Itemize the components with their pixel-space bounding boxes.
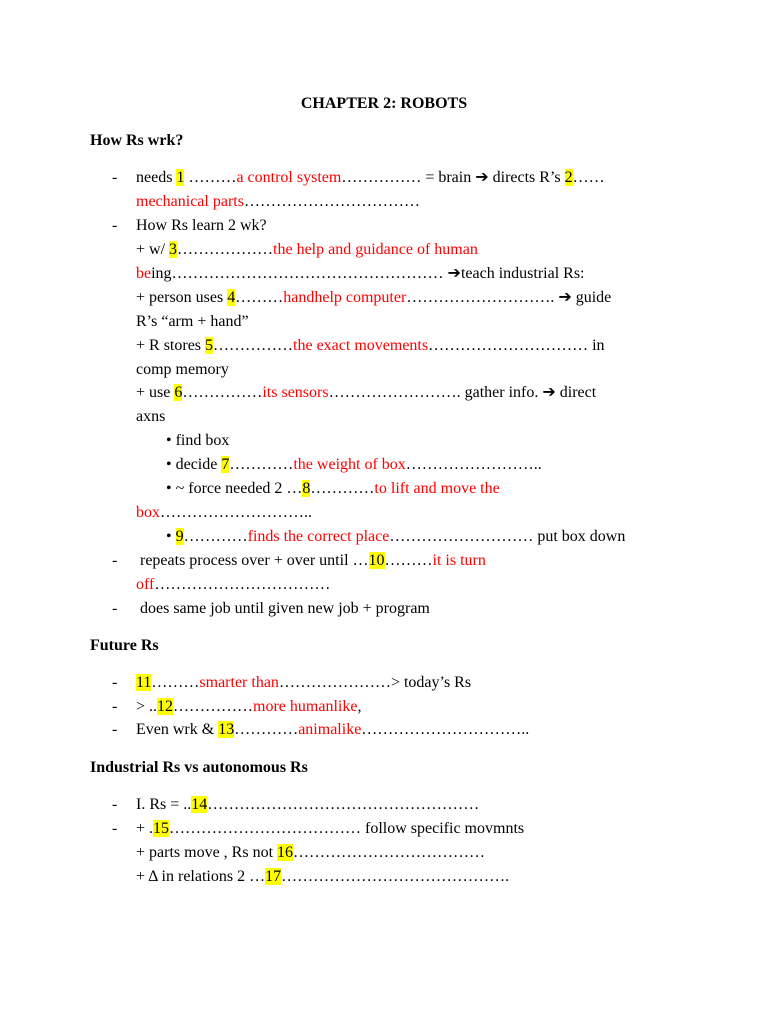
text-segment: ………………………. ➔ guide	[406, 289, 612, 306]
text-segment: ……	[572, 169, 605, 186]
heading-how-rs-wrk	[90, 131, 183, 151]
text-segment: ………………	[177, 241, 274, 258]
blank-number: 13	[218, 721, 235, 738]
text-segment: + R stores	[136, 337, 206, 354]
blank-number: 14	[191, 796, 208, 813]
bullet-dash	[112, 720, 117, 740]
text-segment: + .	[136, 820, 154, 837]
blank-number: 12	[157, 698, 174, 715]
line-w-3	[136, 240, 478, 260]
text-segment: + Δ in relations 2 …	[136, 868, 266, 885]
text-segment: …………	[310, 480, 375, 497]
blank-number: 10	[368, 552, 385, 569]
line-animalike	[136, 720, 529, 740]
line-repeats	[140, 551, 486, 571]
text-segment: -	[112, 600, 118, 617]
bullet-dash	[112, 697, 117, 717]
line-how-rs-learn	[136, 216, 267, 236]
line-smarter	[136, 673, 471, 693]
line-parts-move	[136, 843, 485, 863]
answer-text: handhelp computer	[283, 289, 407, 306]
text-segment: Even wrk &	[136, 721, 219, 738]
text-segment: -	[112, 552, 118, 569]
answer-text: off	[136, 576, 155, 593]
bullet-dash	[112, 551, 117, 571]
text-segment: ……………………. gather info. ➔ direct	[328, 384, 597, 401]
answer-text: box	[136, 504, 160, 521]
blank-number: 16	[277, 844, 294, 861]
answer-text: its sensors	[262, 384, 329, 401]
answer-text: a control system	[236, 169, 342, 186]
text-segment: + w/	[136, 241, 170, 258]
line-finds-place	[166, 527, 625, 547]
text-segment: Future Rs	[90, 637, 159, 654]
text-segment: -	[112, 217, 118, 234]
line-needs	[136, 168, 605, 188]
heading-future-rs	[90, 636, 159, 656]
text-segment: R’s “arm + hand”	[136, 313, 249, 330]
line-force-needed	[166, 479, 500, 499]
text-segment: …………	[234, 721, 299, 738]
answer-text: the weight of box	[293, 456, 406, 473]
text-segment: Industrial Rs vs autonomous Rs	[90, 759, 308, 776]
text-segment: ………………………………	[293, 844, 486, 861]
text-segment: -	[112, 721, 118, 738]
text-segment: …………… = brain ➔ directs R’s	[341, 169, 565, 186]
line-person-uses	[136, 288, 611, 308]
blank-number: 6	[174, 384, 183, 401]
line-being	[136, 264, 585, 284]
line-off	[136, 575, 330, 595]
text-segment: ……………	[173, 698, 254, 715]
answer-text: smarter than	[199, 674, 279, 691]
text-segment: …………………………………….	[281, 868, 510, 885]
blank-number: 2	[564, 169, 573, 186]
text-segment: ……………………………………………	[207, 796, 480, 813]
text-segment: ………………………… in	[428, 337, 605, 354]
text-segment: -	[112, 169, 118, 186]
bullet-dash	[112, 599, 117, 619]
text-segment: ……………………..	[405, 456, 542, 473]
blank-number: 17	[265, 868, 282, 885]
text-segment: ………	[151, 674, 200, 691]
blank-number: 1	[176, 169, 185, 186]
text-segment: How Rs wrk?	[90, 132, 184, 149]
answer-text: the exact movements	[293, 337, 429, 354]
text-segment: does same job until given new job + program	[140, 600, 430, 617]
text-segment: • decide	[166, 456, 222, 473]
line-axns	[136, 407, 165, 427]
text-segment: ……………	[213, 337, 294, 354]
text-segment: axns	[136, 408, 166, 425]
line-humanlike	[136, 697, 361, 717]
text-segment: …………………> today’s Rs	[278, 674, 472, 691]
chapter-title: CHAPTER 2: ROBOTS	[300, 95, 468, 112]
blank-number: 5	[205, 337, 214, 354]
text-segment: ……………………… put box down	[389, 528, 626, 545]
text-segment: ……………………………	[243, 193, 420, 210]
text-segment: •	[166, 528, 176, 545]
answer-text: to lift and move the	[374, 480, 500, 497]
blank-number: 8	[302, 480, 311, 497]
text-segment: ………	[235, 289, 284, 306]
answer-text: the help and guidance of human	[273, 241, 478, 258]
text-segment: …………………………..	[361, 721, 530, 738]
line-15	[136, 819, 524, 839]
text-segment: -	[112, 698, 118, 715]
line-mechanical-parts	[136, 192, 420, 212]
text-segment: + person uses	[136, 289, 228, 306]
answer-text: be	[136, 265, 152, 282]
text-segment: …………	[229, 456, 294, 473]
blank-number: 9	[175, 528, 184, 545]
text-segment: needs	[136, 169, 177, 186]
line-decide	[166, 455, 542, 475]
bullet-dash	[112, 819, 117, 839]
text-segment: > ..	[136, 698, 158, 715]
line-box	[136, 503, 312, 523]
answer-text: it is turn	[432, 552, 486, 569]
blank-number: 11	[136, 674, 152, 691]
text-segment: …………	[183, 528, 248, 545]
text-segment: -	[112, 796, 118, 813]
bullet-dash	[112, 168, 117, 188]
line-use-6	[136, 383, 596, 403]
line-i-rs	[136, 795, 479, 815]
bullet-dash	[112, 673, 117, 693]
text-segment: ……………………………	[154, 576, 331, 593]
bullet-dash	[112, 795, 117, 815]
line-arm-hand	[136, 312, 249, 332]
answer-text: mechanical parts	[136, 193, 244, 210]
text-segment: -	[112, 820, 118, 837]
line-same-job	[140, 599, 430, 619]
answer-text: finds the correct place	[247, 528, 390, 545]
answer-text: animalike	[298, 721, 362, 738]
line-comp-memory	[136, 360, 229, 380]
text-segment: ing…………………………………………… ➔teach industrial Rs:	[151, 265, 585, 282]
text-segment: ………	[384, 552, 433, 569]
line-r-stores	[136, 336, 605, 356]
blank-number: 4	[227, 289, 236, 306]
text-segment: + use	[136, 384, 175, 401]
text-segment: How Rs learn 2 wk?	[136, 217, 267, 234]
text-segment: ………	[184, 169, 237, 186]
text-segment: repeats process over + over until …	[140, 552, 369, 569]
blank-number: 3	[169, 241, 178, 258]
text-segment: + parts move , Rs not	[136, 844, 278, 861]
blank-number: 15	[153, 820, 170, 837]
bullet-dash	[112, 216, 117, 236]
line-relations	[136, 867, 509, 887]
text-segment: • find box	[166, 432, 230, 449]
text-segment: -	[112, 674, 118, 691]
text-segment: I. Rs = ..	[136, 796, 192, 813]
text-segment: ………………………..	[160, 504, 312, 521]
text-segment: • ~ force needed 2 …	[166, 480, 303, 497]
text-segment: comp memory	[136, 361, 229, 378]
line-find-box	[166, 431, 229, 451]
blank-number: 7	[221, 456, 230, 473]
answer-text: more humanlike	[253, 698, 358, 715]
text-segment: ……………………………… follow specific movmnts	[169, 820, 525, 837]
heading-industrial	[90, 758, 308, 778]
text-segment: ,	[357, 698, 362, 715]
text-segment: ……………	[182, 384, 263, 401]
